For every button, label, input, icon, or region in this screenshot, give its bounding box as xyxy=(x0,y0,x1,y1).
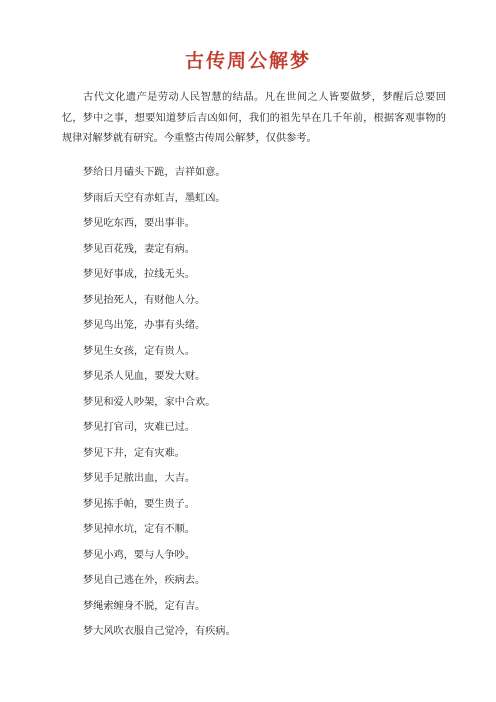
list-item: 梦见生女孩，定有贵人。 xyxy=(83,345,196,357)
list-item: 梦见好事成，拉线无头。 xyxy=(83,269,196,280)
list-item: 梦见和爱人吵架，家中合欢。 xyxy=(83,396,216,408)
list-item: 梦见抬死人，有财他人分。 xyxy=(83,294,206,306)
intro-paragraph: 古代文化遗产是劳动人民智慧的结晶。凡在世间之人皆要做梦，梦醒后总要回忆，梦中之事，想要知道梦后吉凶如何，我们的祖先早在几千年前，根据客观事物的规律对解梦就有研究。今重整古传周公解梦，仅供参考。 xyxy=(62,92,446,144)
list-item: 梦绳索缠身不脱，定有吉。 xyxy=(83,600,206,612)
list-item: 梦见杀人见血，要发大财。 xyxy=(83,371,206,382)
list-item: 梦见手足脓出血，大吉。 xyxy=(83,473,196,484)
document-title: 古传周公解梦 xyxy=(184,50,311,72)
list-item: 梦给日月磕头下跪，吉祥如意。 xyxy=(83,167,226,178)
list-item: 梦见拣手帕，要生贵子。 xyxy=(83,498,196,510)
list-item: 梦见自己逃在外，疾病去。 xyxy=(83,575,206,586)
list-item: 梦大风吹衣服自己觉冷，有疾病。 xyxy=(83,626,236,637)
dream-list xyxy=(83,166,443,651)
list-item: 梦见下井，定有灾难。 xyxy=(83,447,185,459)
list-item: 梦雨后天空有赤虹吉，墨虹凶。 xyxy=(83,192,226,204)
list-item: 梦见掉水坑，定有不顺。 xyxy=(83,524,196,535)
list-item: 梦见小鸡，要与人争吵。 xyxy=(83,549,196,561)
list-item: 梦见百花残，妻定有病。 xyxy=(83,243,196,255)
list-item: 梦见鸟出笼，办事有头绪。 xyxy=(83,320,206,331)
list-item: 梦见打官司，灾难已过。 xyxy=(83,422,196,433)
list-item: 梦见吃东西，要出事非。 xyxy=(83,218,196,229)
